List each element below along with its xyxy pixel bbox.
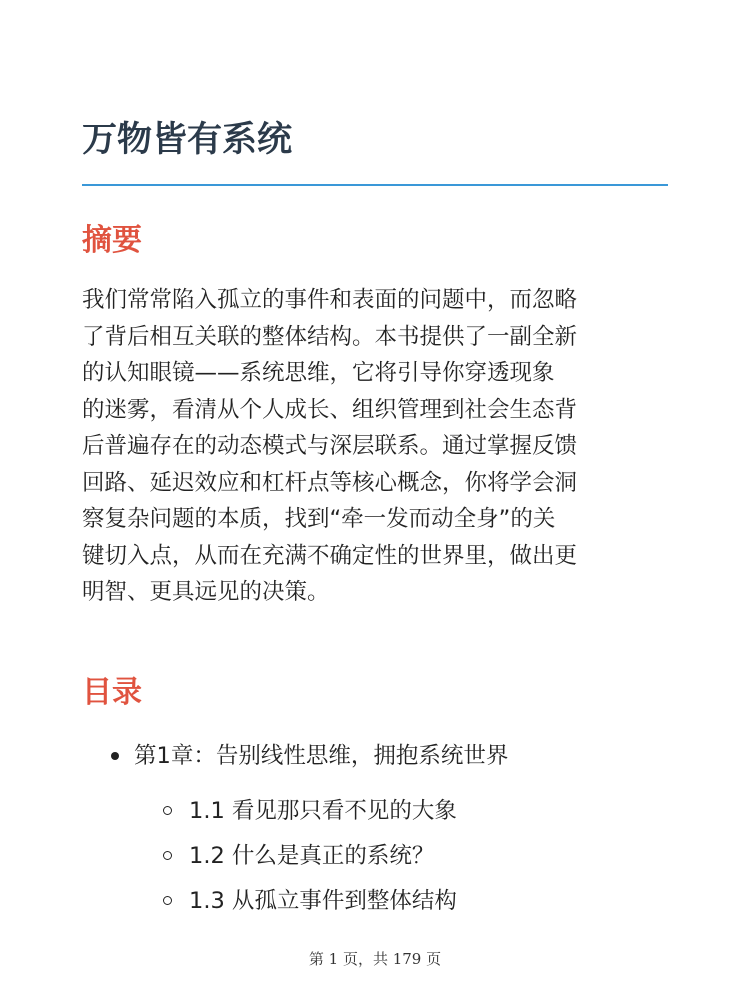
abstract-line: 回路、延迟效应和杠杆点等核心概念，你将学会洞 [82, 469, 578, 496]
toc-section-title[interactable]: 1.2 什么是真正的系统？ [189, 843, 435, 869]
toc-section-item[interactable] [82, 881, 668, 921]
abstract-line: 我们常常陷入孤立的事件和表面的问题中，而忽略 [82, 287, 578, 313]
abstract-paragraph [82, 282, 668, 611]
toc-section-item[interactable] [82, 836, 668, 876]
page-number-footer: 第 1 页，共 179 页 [308, 950, 442, 968]
document-page [82, 0, 668, 1000]
bullet-circle-icon [163, 851, 172, 860]
title-divider [82, 184, 668, 186]
abstract-line: 的迷雾，看清从个人成长、组织管理到社会生态背 [82, 396, 578, 423]
toc-section-item[interactable] [82, 791, 668, 831]
abstract-line: 后普遍存在的动态模式与深层联系。通过掌握反馈 [82, 433, 578, 459]
toc-section-title[interactable]: 1.1 看见那只看不见的大象 [189, 798, 457, 824]
bullet-circle-icon [163, 806, 172, 815]
abstract-heading: 摘要 [82, 223, 142, 258]
abstract-line: 察复杂问题的本质，找到“牵一发而动全身”的关 [82, 506, 556, 532]
abstract-line: 了背后相互关联的整体结构。本书提供了一副全新 [82, 323, 578, 350]
table-of-contents [82, 736, 668, 926]
toc-sections-container [82, 791, 668, 921]
toc-section-list [82, 791, 668, 921]
abstract-line: 明智、更具远见的决策。 [82, 579, 330, 605]
toc-heading: 目录 [82, 675, 142, 710]
toc-chapter-item[interactable] [82, 736, 668, 776]
abstract-line: 的认知眼镜——系统思维，它将引导你穿透现象 [82, 360, 555, 386]
bullet-disc-icon [111, 752, 119, 760]
document-title: 万物皆有系统 [82, 120, 293, 160]
bullet-circle-icon [163, 896, 172, 905]
abstract-line: 键切入点，从而在充满不确定性的世界里，做出更 [82, 542, 578, 569]
toc-section-title[interactable]: 1.3 从孤立事件到整体结构 [189, 888, 457, 914]
toc-chapter-title[interactable]: 第1章：告别线性思维，拥抱系统世界 [134, 743, 509, 769]
